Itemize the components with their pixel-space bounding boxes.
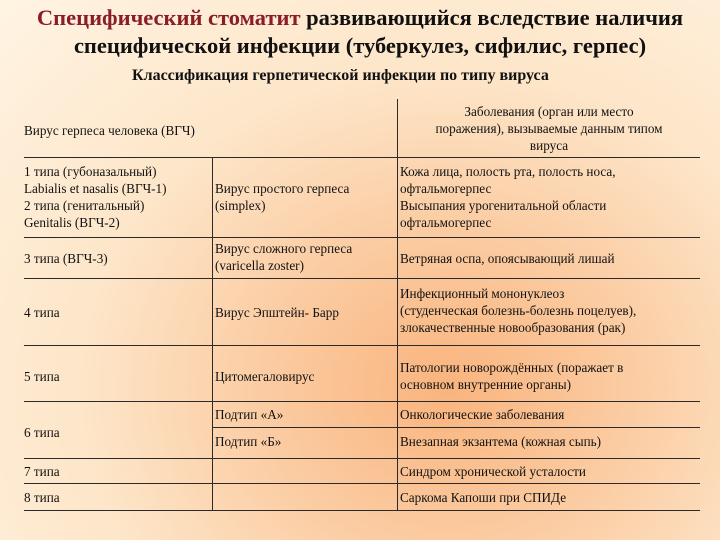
cell-type-7: 7 типа: [24, 464, 60, 479]
row-divider: [24, 510, 700, 511]
cell-virus-cmv: Цитомегаловирус: [215, 369, 315, 384]
cell-disease-subtype-a: Онкологические заболевания: [400, 407, 565, 422]
cell-type-8: 8 типа: [24, 490, 60, 505]
cell-disease-ebv: Инфекционный мононуклеоз (студенческая болезнь-болезнь поцелуев), злокачественные новообразования (рак): [400, 286, 637, 335]
table-caption: Классификация герпетической инфекции по типу вируса: [132, 67, 549, 84]
cell-type-6: 6 типа: [24, 425, 60, 440]
row-divider: [24, 237, 700, 238]
cell-subtype-b: Подтип «Б»: [215, 434, 282, 449]
slide-title: [0, 4, 720, 60]
header-virus-type: Вирус герпеса человека (ВГЧ): [24, 123, 195, 138]
cell-subtype-a: Подтип «А»: [215, 407, 284, 422]
cell-disease-subtype-b: Внезапная экзантема (кожная сыпь): [400, 434, 602, 449]
row-divider: [24, 345, 700, 346]
row-divider: [24, 401, 700, 402]
row-divider: [24, 483, 700, 484]
cell-virus-zoster: Вирус сложного герпеса (varicella zoster): [215, 241, 353, 273]
cell-type-4: 4 типа: [24, 305, 60, 320]
cell-disease-type-7: Синдром хронической усталости: [400, 464, 586, 479]
row-divider: [24, 278, 700, 279]
cell-virus-simplex: Вирус простого герпеса (simplex): [215, 181, 350, 213]
cell-type-5: 5 типа: [24, 369, 60, 384]
cell-type-1-2: 1 типа (губоназальный) Labialis et nasalis (ВГЧ-1) 2 типа (генитальный) Genitalis (ВГЧ-2): [24, 164, 167, 230]
col-divider-2: [397, 99, 398, 510]
cell-disease-zoster: Ветряная оспа, опоясывающий лишай: [400, 251, 615, 266]
cell-disease-type-8: Саркома Капоши при СПИДе: [400, 490, 567, 505]
cell-type-3: 3 типа (ВГЧ-3): [24, 251, 108, 266]
row-divider: [24, 458, 700, 459]
title-line1-rest: развивающийся вследствие наличия: [300, 5, 684, 30]
row-divider: [24, 157, 700, 158]
cell-disease-cmv: Патологии новорождённых (поражает в основном внутренние органы): [400, 360, 624, 392]
row-divider: [212, 427, 700, 428]
title-highlight: Специфический стоматит: [36, 5, 301, 30]
title-line2: специфической инфекции (туберкулез, сифилис, герпес): [73, 33, 647, 58]
header-diseases: Заболевания (орган или место поражения), вызываемые данным типом вируса: [435, 104, 663, 153]
cell-disease-simplex: Кожа лица, полость рта, полость носа, офтальмогерпес Высыпания урогенитальной области офтальмогерпес: [400, 164, 616, 230]
cell-virus-ebv: Вирус Эпштейн- Барр: [215, 305, 339, 320]
